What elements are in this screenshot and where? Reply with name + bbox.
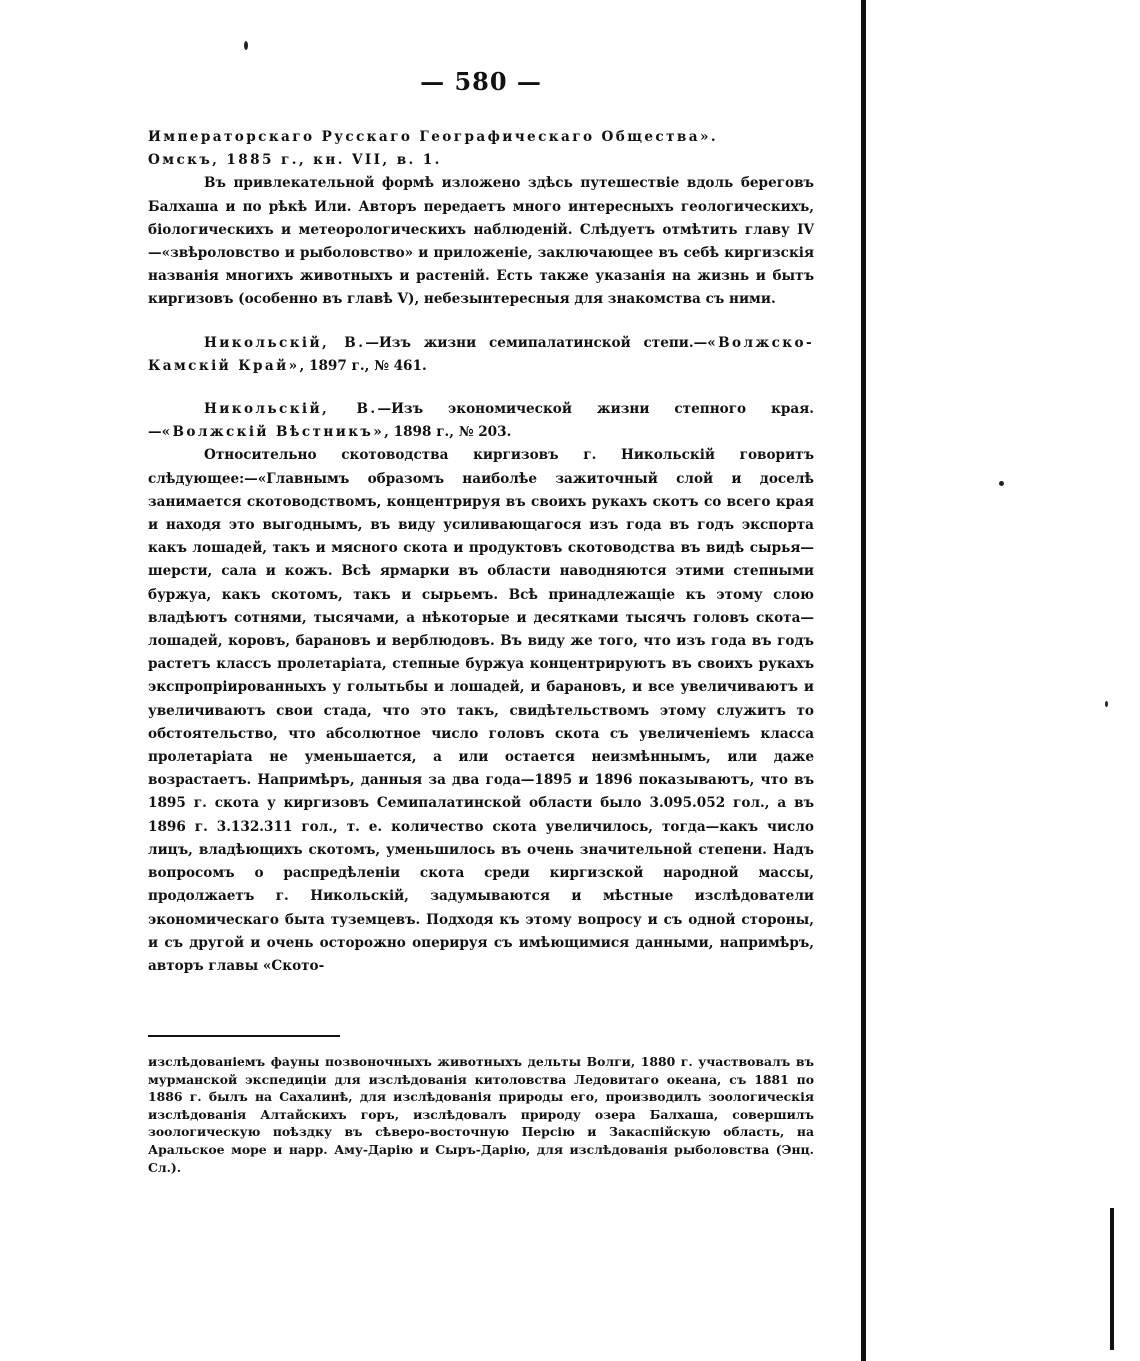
entry-details: , 1897 г., № 461.: [299, 357, 427, 374]
entry-title: —Изъ жизни семипалатинской степи.—: [365, 334, 708, 351]
page-number: — 580 —: [420, 67, 542, 96]
scan-speck: [244, 41, 248, 50]
entry-details: , 1898 г., № 203.: [384, 424, 512, 441]
entry-citation: [148, 398, 814, 444]
entry-title: —Изъ экономической жизни степного края.—: [148, 401, 815, 441]
scan-speck: [999, 481, 1004, 486]
citation-source: Императорскаго Русскаго Географическаго Общества».: [148, 129, 718, 145]
entry-citation: [148, 332, 814, 378]
entry-source: «Волжскій Вѣстникъ»: [161, 424, 385, 441]
scan-speck: [1105, 701, 1108, 707]
bibliography-entry-3: [148, 398, 814, 978]
bibliography-entry-1: [148, 126, 814, 312]
citation-place: Омскъ, 1885 г., кн. VII, в. 1.: [148, 152, 442, 169]
entry-source: «Волжско-Камскій Край»: [148, 334, 814, 374]
entry-body: Относительно скотоводства киргизовъ г. Никольскій говоритъ слѣдующее:—«Главнымъ образомъ наиболѣе зажиточный слой и доселѣ занимается скотоводствомъ, концентрируя въ своихъ рукахъ скотъ со всего края и находя это выгоднымъ, въ виду усиливающагося изъ года въ годъ экспорта какъ лошадей, такъ и мясного скота и продуктовъ скотоводства въ видѣ сырья—шерсти, сала и кожъ. Всѣ ярмарки въ области наводняются этими степными буржуа, какъ скотомъ, такъ и сырьемъ. Всѣ принадлежащіе къ этому слою владѣютъ сотнями, тысячами, а нѣкоторые и десятками тысячъ головъ скота—лошадей, коровъ, барановъ и верблюдовъ. Въ виду же того, что изъ года въ годъ растетъ классъ пролетаріата, степные буржуа концентрируютъ въ своихъ рукахъ экспропріированныхъ у голытьбы и лошадей, и барановъ, и все увеличиваютъ и увеличиваютъ свои стада, что это такъ, свидѣтельствомъ этому служитъ то обстоятельство, что абсолютное число головъ скота съ увеличеніемъ класса пролетаріата не уменьшается, а или остается неизмѣннымъ, или даже возрастаетъ. Напримѣръ, данныя за два года—1895 и 1896 показываютъ, что въ 1895 г. скота у киргизовъ Семипалатинской области было 3.095.052 гол., а въ 1896 г. 3.132.311 гол., т. е. количество скота увеличилось, тогда—какъ число лицъ, владѣющихъ скотомъ, уменьшилось въ очень значительной степени. Надъ вопросомъ о распредѣленіи скота среди киргизской народной массы, продолжаетъ г. Никольскій, задумываются и мѣстные изслѣдователи экономическаго быта туземцевъ. Подходя къ этому вопросу и съ одной стороны, и съ другой и очень осторожно оперируя съ имѣющимися данными, напримѣръ, авторъ главы «Ското-: [148, 447, 814, 974]
entry-author: Никольскій, В.: [204, 401, 378, 418]
footnote-text: изслѣдованіемъ фауны позвоночныхъ животныхъ дельты Волги, 1880 г. участвовалъ въ мурманской экспедиціи для изслѣдованія китоловства Ледовитаго океана, съ 1881 по 1886 г. былъ на Сахалинѣ, для изслѣдованія природы его, производилъ зоологическія изслѣдованія Алтайскихъ горъ, изслѣдовалъ природу озера Балхаша, совершилъ зоологическую поѣздку въ сѣверо-восточную Персію и Закаспійскую область, на Аральское море и нарр. Аму-Дарію и Сыръ-Дарію, для изслѣдованія рыболовства (Энц. Сл.).: [148, 1054, 814, 1175]
entry-author: Никольскій, В.: [204, 334, 366, 351]
entry-body: Въ привлекательной формѣ изложено здѣсь путешествіе вдоль береговъ Балхаша и по рѣкѣ Или. Авторъ передаетъ много интересныхъ геологическихъ, біологическихъ и метеорологическихъ наблюденій. Слѣдуетъ отмѣтить главу IV—«звѣроловство и рыболовство» и приложеніе, заключающее въ себѣ киргизскія названія многихъ животныхъ и растеній. Есть также указанія на жизнь и бытъ киргизовъ (особенно въ главѣ V), небезынтересныя для знакомства съ ними.: [148, 175, 814, 308]
citation-line: [148, 126, 814, 172]
page-content: [148, 62, 814, 978]
edge-mark: [1110, 1208, 1114, 1350]
footnote-divider: [148, 1035, 340, 1037]
gutter-rule: [861, 0, 866, 1361]
bibliography-entry-2: [148, 332, 814, 378]
